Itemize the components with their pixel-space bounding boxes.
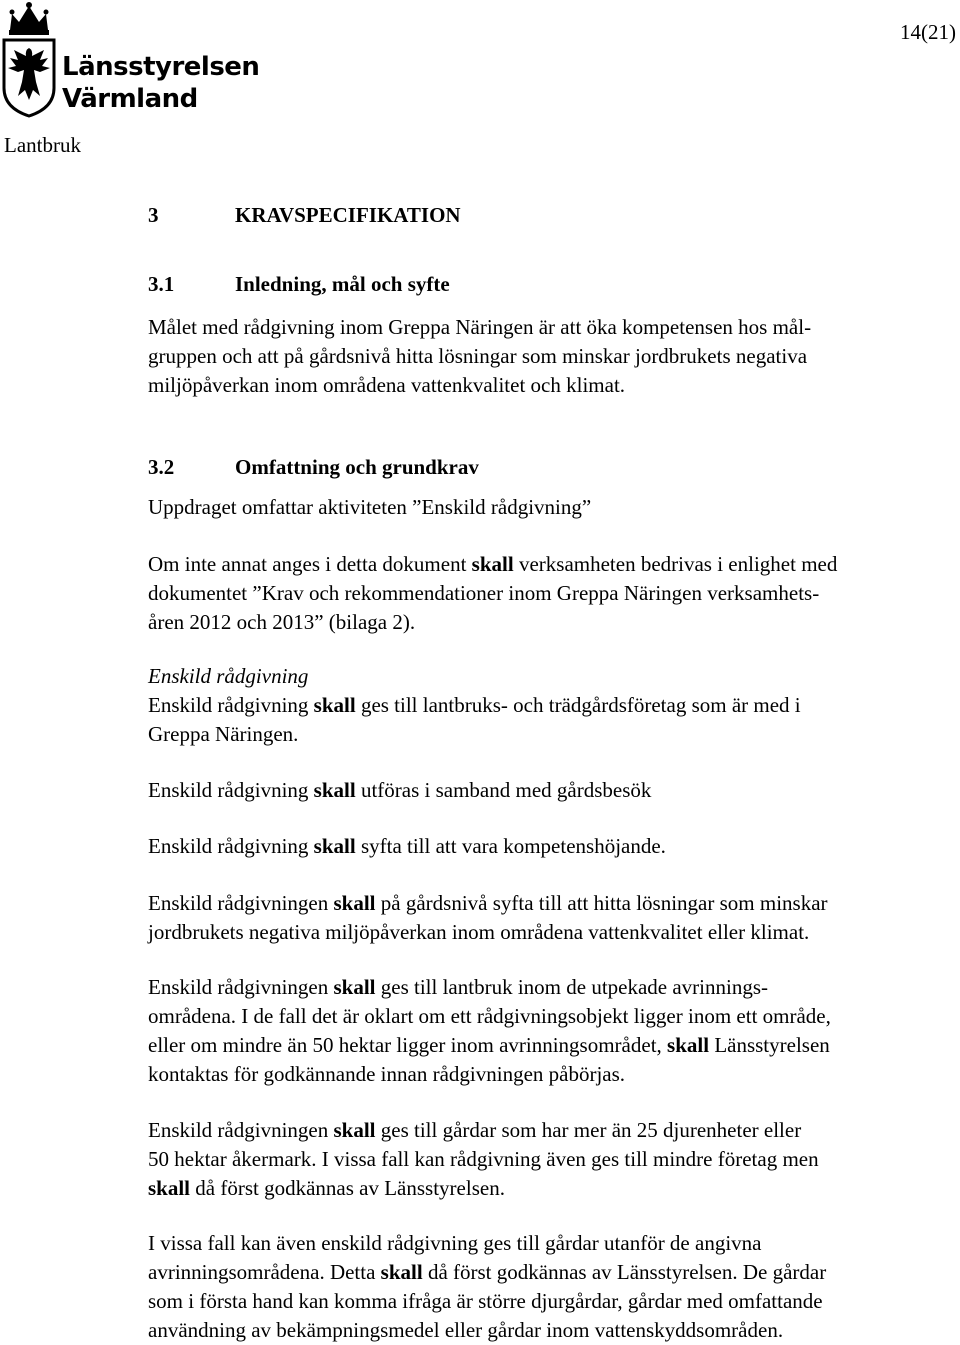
enskild-radgivning-block <box>148 662 958 749</box>
text-line: dokumentet ”Krav och rekommendationer inom Greppa Näringen verksamhets- <box>148 581 820 605</box>
text-line: skall då först godkännas av Länsstyrelsen. <box>148 1176 505 1200</box>
text-line: avrinningsområdena. Detta skall då först godkännas av Länsstyrelsen. De gårdar <box>148 1260 827 1284</box>
section-heading-3 <box>148 203 461 228</box>
section-heading-3-1 <box>148 272 450 297</box>
text-line: Enskild rådgivning skall utföras i samband med gårdsbesök <box>148 778 652 802</box>
requirement-avrinningsomraden <box>148 973 958 1089</box>
requirement-djurenheter <box>148 1116 958 1203</box>
text-line: kontaktas för godkännande innan rådgivningen påbörjas. <box>148 1062 626 1086</box>
text-line: Om inte annat anges i detta dokument skall verksamheten bedrivas i enlighet med <box>148 552 838 576</box>
section-number: 3 <box>148 203 159 227</box>
text-line: gruppen och att på gårdsnivå hitta lösningar som minskar jordbrukets negativa <box>148 344 808 368</box>
department-label: Lantbruk <box>4 133 81 157</box>
text-line: miljöpåverkan inom områdena vattenkvalitet och klimat. <box>148 373 626 397</box>
logo-text-line1: Länsstyrelsen <box>62 52 260 82</box>
text-line: åren 2012 och 2013” (bilaga 2). <box>148 610 416 634</box>
scope-paragraph <box>148 493 958 522</box>
section-heading-3-2 <box>148 455 479 480</box>
intro-paragraph <box>148 313 958 400</box>
text-line: eller om mindre än 50 hektar ligger inom avrinningsområdet, skall Länsstyrelsen <box>148 1033 830 1057</box>
section-number: 3.2 <box>148 455 175 479</box>
text-line: Uppdraget omfattar aktiviteten ”Enskild rådgivning” <box>148 495 592 519</box>
text-line: jordbrukets negativa miljöpåverkan inom områdena vattenkvalitet eller klimat. <box>148 920 810 944</box>
text-line: Enskild rådgivningen skall på gårdsnivå syfta till att hitta lösningar som minskar <box>148 891 828 915</box>
text-line: 50 hektar åkermark. I vissa fall kan rådgivning även ges till mindre företag men <box>148 1147 819 1171</box>
text-line: Enskild rådgivning skall syfta till att vara kompetenshöjande. <box>148 834 666 858</box>
section-title: Omfattning och grundkrav <box>235 455 479 479</box>
requirement-gardsbesok <box>148 776 958 805</box>
text-line: Enskild rådgivningen skall ges till gårdar som har mer än 25 djurenheter eller <box>148 1118 802 1142</box>
text-line: Enskild rådgivningen skall ges till lantbruk inom de utpekade avrinnings- <box>148 975 769 999</box>
text-line: Målet med rådgivning inom Greppa Näringen är att öka kompetensen hos mål- <box>148 315 812 339</box>
requirement-kompetens <box>148 832 958 861</box>
section-number: 3.1 <box>148 272 175 296</box>
logo-text-line2: Värmland <box>62 84 198 114</box>
text-line: användning av bekämpningsmedel eller gårdar inom vattenskyddsområden. <box>148 1318 784 1342</box>
section-title: Inledning, mål och syfte <box>235 272 450 296</box>
text-line: områdena. I de fall det är oklart om ett rådgivningsobjekt ligger inom ett område, <box>148 1004 831 1028</box>
text-line: som i första hand kan komma ifråga är större djurgårdar, gårdar med omfattande <box>148 1289 823 1313</box>
requirements-paragraph <box>148 550 958 637</box>
subheading: Enskild rådgivning <box>148 664 309 688</box>
agency-logo <box>0 0 260 120</box>
coat-of-arms-eagle-icon <box>0 0 58 118</box>
page-number: 14(21) <box>900 20 956 44</box>
text-line: I vissa fall kan även enskild rådgivning ges till gårdar utanför de angivna <box>148 1231 762 1255</box>
text-line: Enskild rådgivning skall ges till lantbruks- och trädgårdsföretag som är med i <box>148 693 801 717</box>
section-title: KRAVSPECIFIKATION <box>235 203 461 227</box>
requirement-miljopaverkan <box>148 889 958 947</box>
requirement-utanfor-omraden <box>148 1229 958 1345</box>
text-line: Greppa Näringen. <box>148 722 299 746</box>
